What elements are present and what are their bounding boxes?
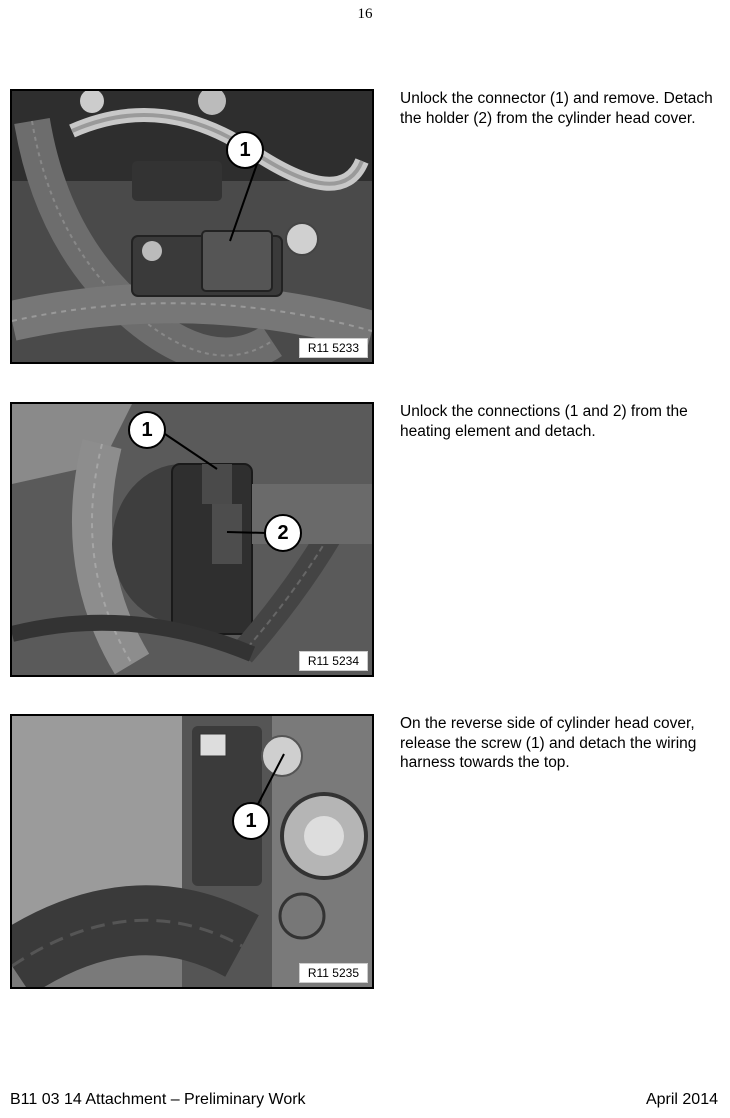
figure-ref-label: R11 5233: [299, 338, 368, 358]
footer-document-title: B11 03 14 Attachment – Preliminary Work: [10, 1091, 306, 1108]
page-footer: [10, 1091, 718, 1109]
engine-photo-heating-element: [12, 404, 372, 675]
callout-1: 1: [128, 411, 166, 449]
step-2: [10, 402, 722, 677]
figure-ref-label: R11 5235: [299, 963, 368, 983]
callout-2: 2: [264, 514, 302, 552]
instruction-text: Unlock the connector (1) and remove. Detach the holder (2) from the cylinder head cover.: [400, 90, 713, 127]
step-1-photo: [10, 89, 374, 364]
callout-1: 1: [232, 802, 270, 840]
engine-photo-screw: [12, 716, 372, 987]
step-3: [10, 714, 722, 989]
callout-1: 1: [226, 131, 264, 169]
figure-ref-label: R11 5234: [299, 651, 368, 671]
instruction-text: On the reverse side of cylinder head cover, release the screw (1) and detach the wiring harness towards the top.: [400, 715, 697, 771]
footer-date: April 2014: [645, 1091, 718, 1108]
engine-photo-connector: [12, 91, 372, 362]
step-1: [10, 89, 722, 364]
page-number: 16: [357, 6, 373, 22]
step-3-photo: [10, 714, 374, 989]
instruction-text: Unlock the connections (1 and 2) from the heating element and detach.: [400, 403, 688, 440]
step-2-photo: [10, 402, 374, 677]
